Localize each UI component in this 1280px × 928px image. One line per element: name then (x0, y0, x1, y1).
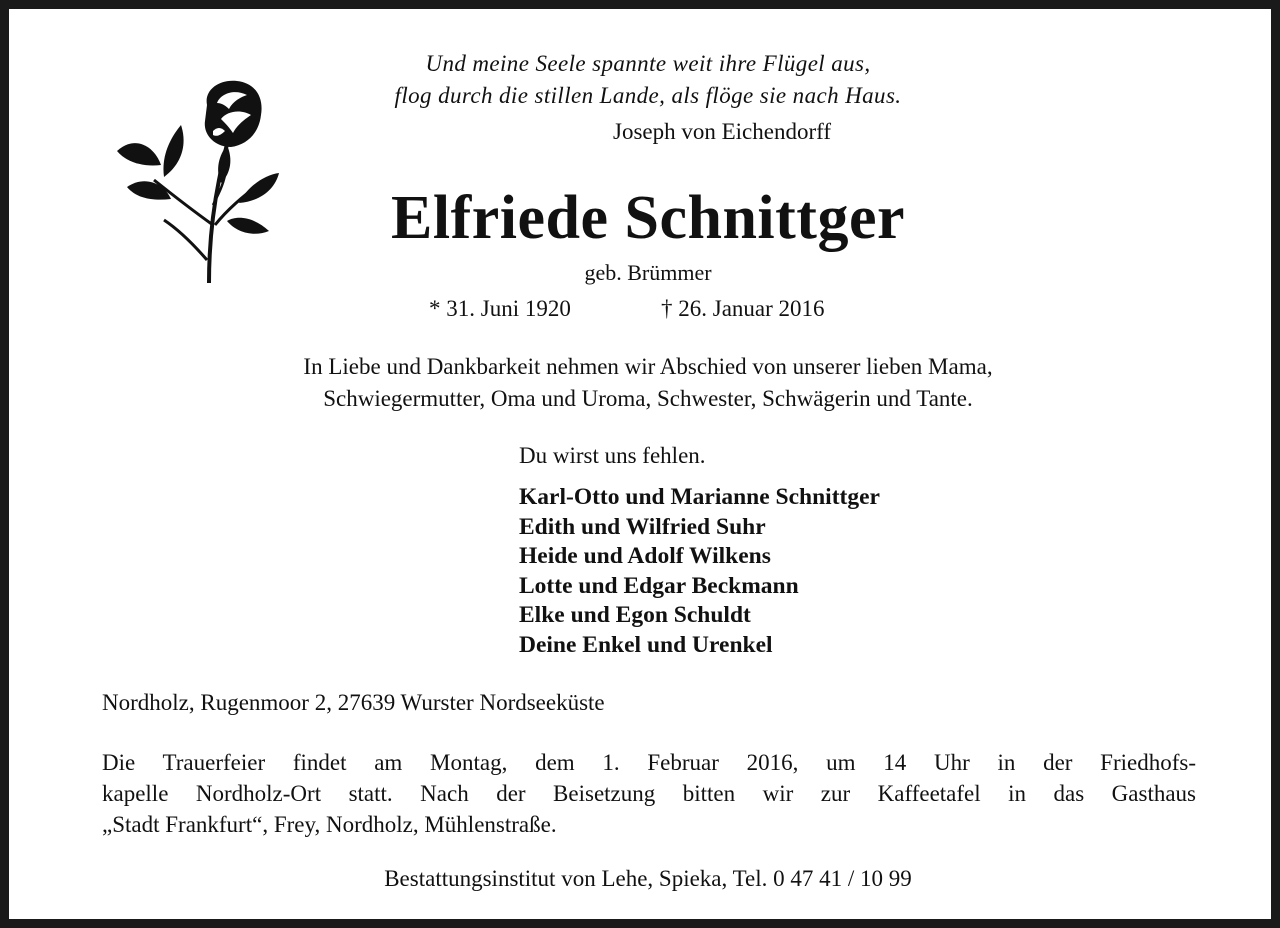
funeral-service-info (102, 747, 1196, 840)
quote-line-2: flog durch die stillen Lande, als flöge sie nach Haus. (394, 83, 902, 108)
family-address: Nordholz, Rugenmoor 2, 27639 Wurster Nordseeküste (102, 690, 605, 715)
service-line-1: Die Trauerfeier findet am Montag, dem 1. Februar 2016, um 14 Uhr in der Friedhofs- (102, 750, 1196, 775)
service-line-3: „Stadt Frankfurt“, Frey, Nordholz, Mühlenstraße. (102, 812, 557, 837)
service-line-2: kapelle Nordholz-Ort statt. Nach der Beisetzung bitten wir zur Kaffeetafel in das Gasthaus (102, 781, 1196, 806)
death-date: † 26. Januar 2016 (661, 296, 825, 321)
mourners-list (519, 483, 880, 661)
maiden-name: geb. Brümmer (584, 260, 712, 285)
mourner-item: Deine Enkel und Urenkel (519, 631, 773, 658)
undertaker-contact: Bestattungsinstitut von Lehe, Spieka, Tel. 0 47 41 / 10 99 (384, 866, 912, 891)
deceased-name: Elfriede Schnittger (390, 184, 905, 252)
mourner-item: Elke und Egon Schuldt (519, 602, 751, 629)
birth-date: * 31. Juni 1920 (429, 296, 571, 321)
mourner-item: Lotte und Edgar Beckmann (519, 572, 799, 599)
mourner-item: Karl-Otto und Marianne Schnittger (519, 484, 880, 510)
intro-line-1: In Liebe und Dankbarkeit nehmen wir Abschied von unserer lieben Mama, (303, 354, 993, 379)
intro-line-2: Schwiegermutter, Oma und Uroma, Schwester, Schwägerin und Tante. (323, 386, 973, 411)
farewell-text: Du wirst uns fehlen. (519, 443, 706, 468)
mourner-item: Heide und Adolf Wilkens (519, 543, 771, 570)
quote-author: Joseph von Eichendorff (613, 119, 832, 144)
quote-line-1: Und meine Seele spannte weit ihre Flügel aus, (425, 51, 871, 76)
mourner-item: Edith und Wilfried Suhr (519, 513, 766, 540)
